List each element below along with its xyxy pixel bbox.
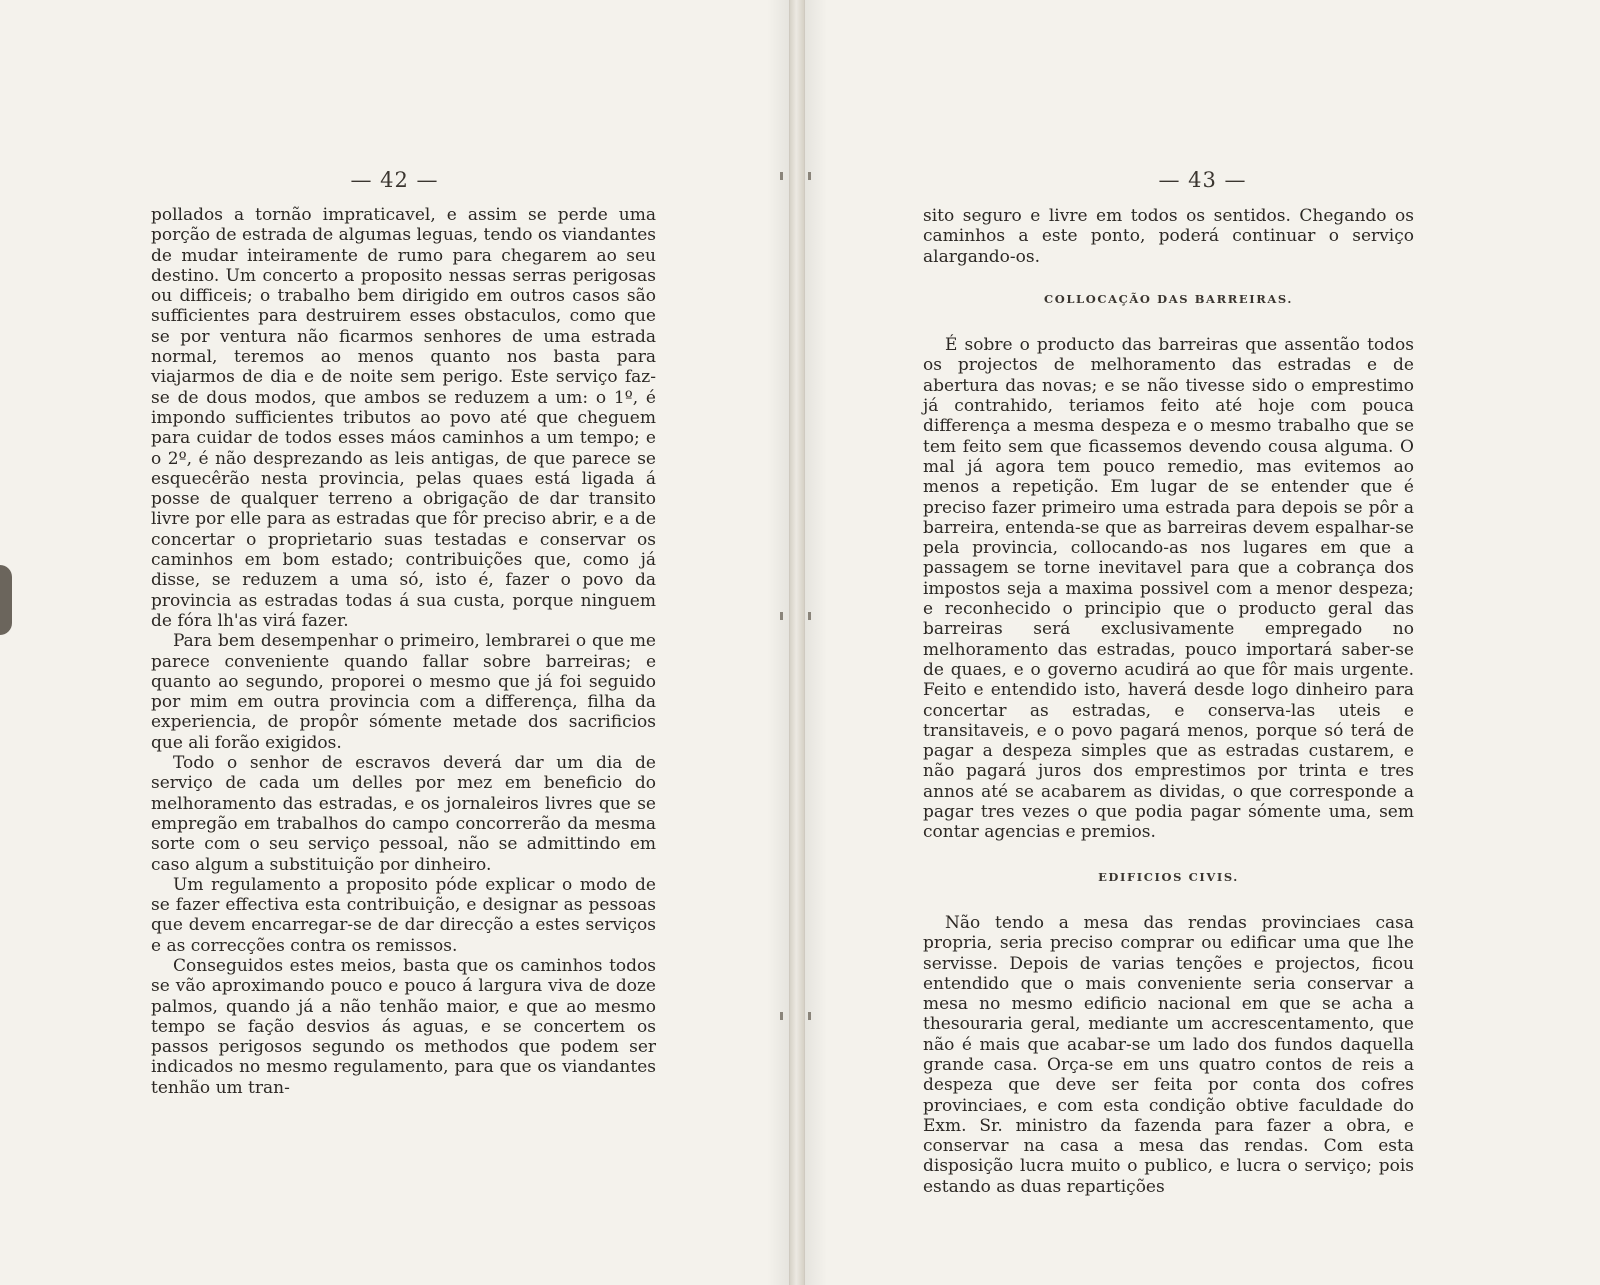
paragraph: sito seguro e livre em todos os sentidos. Chegando os caminhos a este ponto, poderá continuar o serviço alargando-os.: [923, 206, 1414, 267]
page-text: [923, 206, 1414, 1197]
paragraph: Não tendo a mesa das rendas provinciaes casa propria, seria preciso comprar ou edificar uma que lhe servisse. Depois de varias tenções e projectos, ficou entendido que o mais conveniente seria conservar a mesa no mesmo edificio nacional em que se acha a thesouraria geral, mediante um accrescentamento, que não é mais que acabar-se um lado dos fundos daquella grande casa. Orça-se em uns quatro contos de reis a despeza que deve ser feita por conta dos cofres provinciaes, e com esta condição obtive faculdade do Exm. Sr. ministro da fazenda para fazer a obra, e conservar na casa a mesa das rendas. Com esta disposição lucra muito o publico, e lucra o serviço; pois estando as duas repartições: [923, 912, 1414, 1197]
page-shadow: [805, 0, 827, 1285]
paragraph: Conseguidos estes meios, basta que os caminhos todos se vão aproximando pouco e pouco á largura viva de doze palmos, quando já a não tenhão maior, e que ao mesmo tempo se fação desvios ás aguas, e se concertem os passos perigosos segundo os methodos que podem ser indicados no mesmo regulamento, para que os viandantes tenhão um tran-: [151, 955, 656, 1098]
page-shadow: [767, 0, 789, 1285]
gutter-mark: [780, 612, 783, 620]
book-gutter: [790, 0, 804, 1285]
paragraph: Todo o senhor de escravos deverá dar um dia de serviço de cada um delles por mez em beneficio do melhoramento das estradas, e os jornaleiros livres que se empregão em trabalhos do campo concorrerão da mesma sorte com o seu serviço pessoal, não se admittindo em caso algum a substituição por dinheiro.: [151, 753, 656, 875]
left-page: [0, 0, 790, 1285]
page-edge-mark: [0, 565, 12, 635]
gutter-mark: [780, 1012, 783, 1020]
gutter-mark: [808, 612, 811, 620]
page-text: [151, 205, 656, 1098]
gutter-mark: [780, 172, 783, 180]
section-heading: EDIFICIOS CIVIS.: [1098, 869, 1239, 884]
section-heading: COLLOCAÇÃO DAS BARREIRAS.: [1043, 291, 1294, 306]
page-number: — 42 —: [350, 168, 439, 192]
gutter-mark: [808, 1012, 811, 1020]
page-number: — 43 —: [1158, 168, 1247, 192]
paragraph: Um regulamento a proposito póde explicar o modo de se fazer effectiva esta contribuição, e designar as pessoas que devem encarregar-se de dar direcção a estes serviços e as correcções contra os remissos.: [151, 874, 656, 956]
right-page: [804, 0, 1600, 1285]
paragraph: É sobre o producto das barreiras que assentão todos os projectos de melhoramento das estradas e de abertura das novas; e se não tivesse sido o emprestimo já contrahido, teriamos feito até hoje com pouca differença a mesma despeza e o mesmo trabalho que se tem feito sem que ficassemos devendo cousa alguma. O mal já agora tem pouco remedio, mas evitemos ao menos a repetição. Em lugar de se entender que é preciso fazer primeiro uma estrada para depois se pôr a barreira, entenda-se que as barreiras devem espalhar-se pela provincia, collocando-as nos lugares em que a passagem se torne inevitavel para que a cobrança dos impostos seja a maxima possivel com a menor despeza; e reconhecido o principio que o producto geral das barreiras será exclusivamente empregado no melhoramento das estradas, pouco importará saber-se de quaes, e o governo acudirá ao que fôr mais urgente. Feito e entendido isto, haverá desde logo dinheiro para concertar as estradas, e conserva-las uteis e transitaveis, e o povo pagará menos, porque só terá de pagar a despeza simples que as estradas custarem, e não pagará juros dos emprestimos por trinta e tres annos até se acabarem as dividas, o que corresponde a pagar tres vezes o que podia pagar sómente uma, sem contar agencias e premios.: [923, 335, 1414, 843]
gutter-mark: [808, 172, 811, 180]
paragraph: pollados a tornão impraticavel, e assim se perde uma porção de estrada de algumas leguas, tendo os viandantes de mudar inteiramente de rumo para chegarem ao seu destino. Um concerto a proposito nessas serras perigosas ou difficeis; o trabalho bem dirigido em outros casos são sufficientes para destruirem esses obstaculos, como que se por ventura não ficarmos senhores de uma estrada normal, teremos ao menos quanto nos basta para viajarmos de dia e de noite sem perigo. Este serviço faz-se de dous modos, que ambos se reduzem a um: o 1º, é impondo sufficientes tributos ao povo até que cheguem para cuidar de todos esses máos caminhos a um tempo; e o 2º, é não desprezando as leis antigas, de que parece se esquecêrão nesta provincia, pelas quaes está ligada á posse de qualquer terreno a obrigação de dar transito livre por elle para as estradas que fôr preciso abrir, e a de concertar o proprietario suas testadas e conservar os caminhos em bom estado; contribuições que, como já disse, se reduzem a uma só, isto é, fazer o povo da provincia as estradas todas á sua custa, porque ninguem de fóra lh'as virá fazer.: [151, 205, 656, 631]
paragraph: Para bem desempenhar o primeiro, lembrarei o que me parece conveniente quando fallar sobre barreiras; e quanto ao segundo, proporei o mesmo que já foi seguido por mim em outra provincia com a differença, filha da experiencia, de propôr sómente metade dos sacrificios que ali forão exigidos.: [151, 631, 656, 753]
